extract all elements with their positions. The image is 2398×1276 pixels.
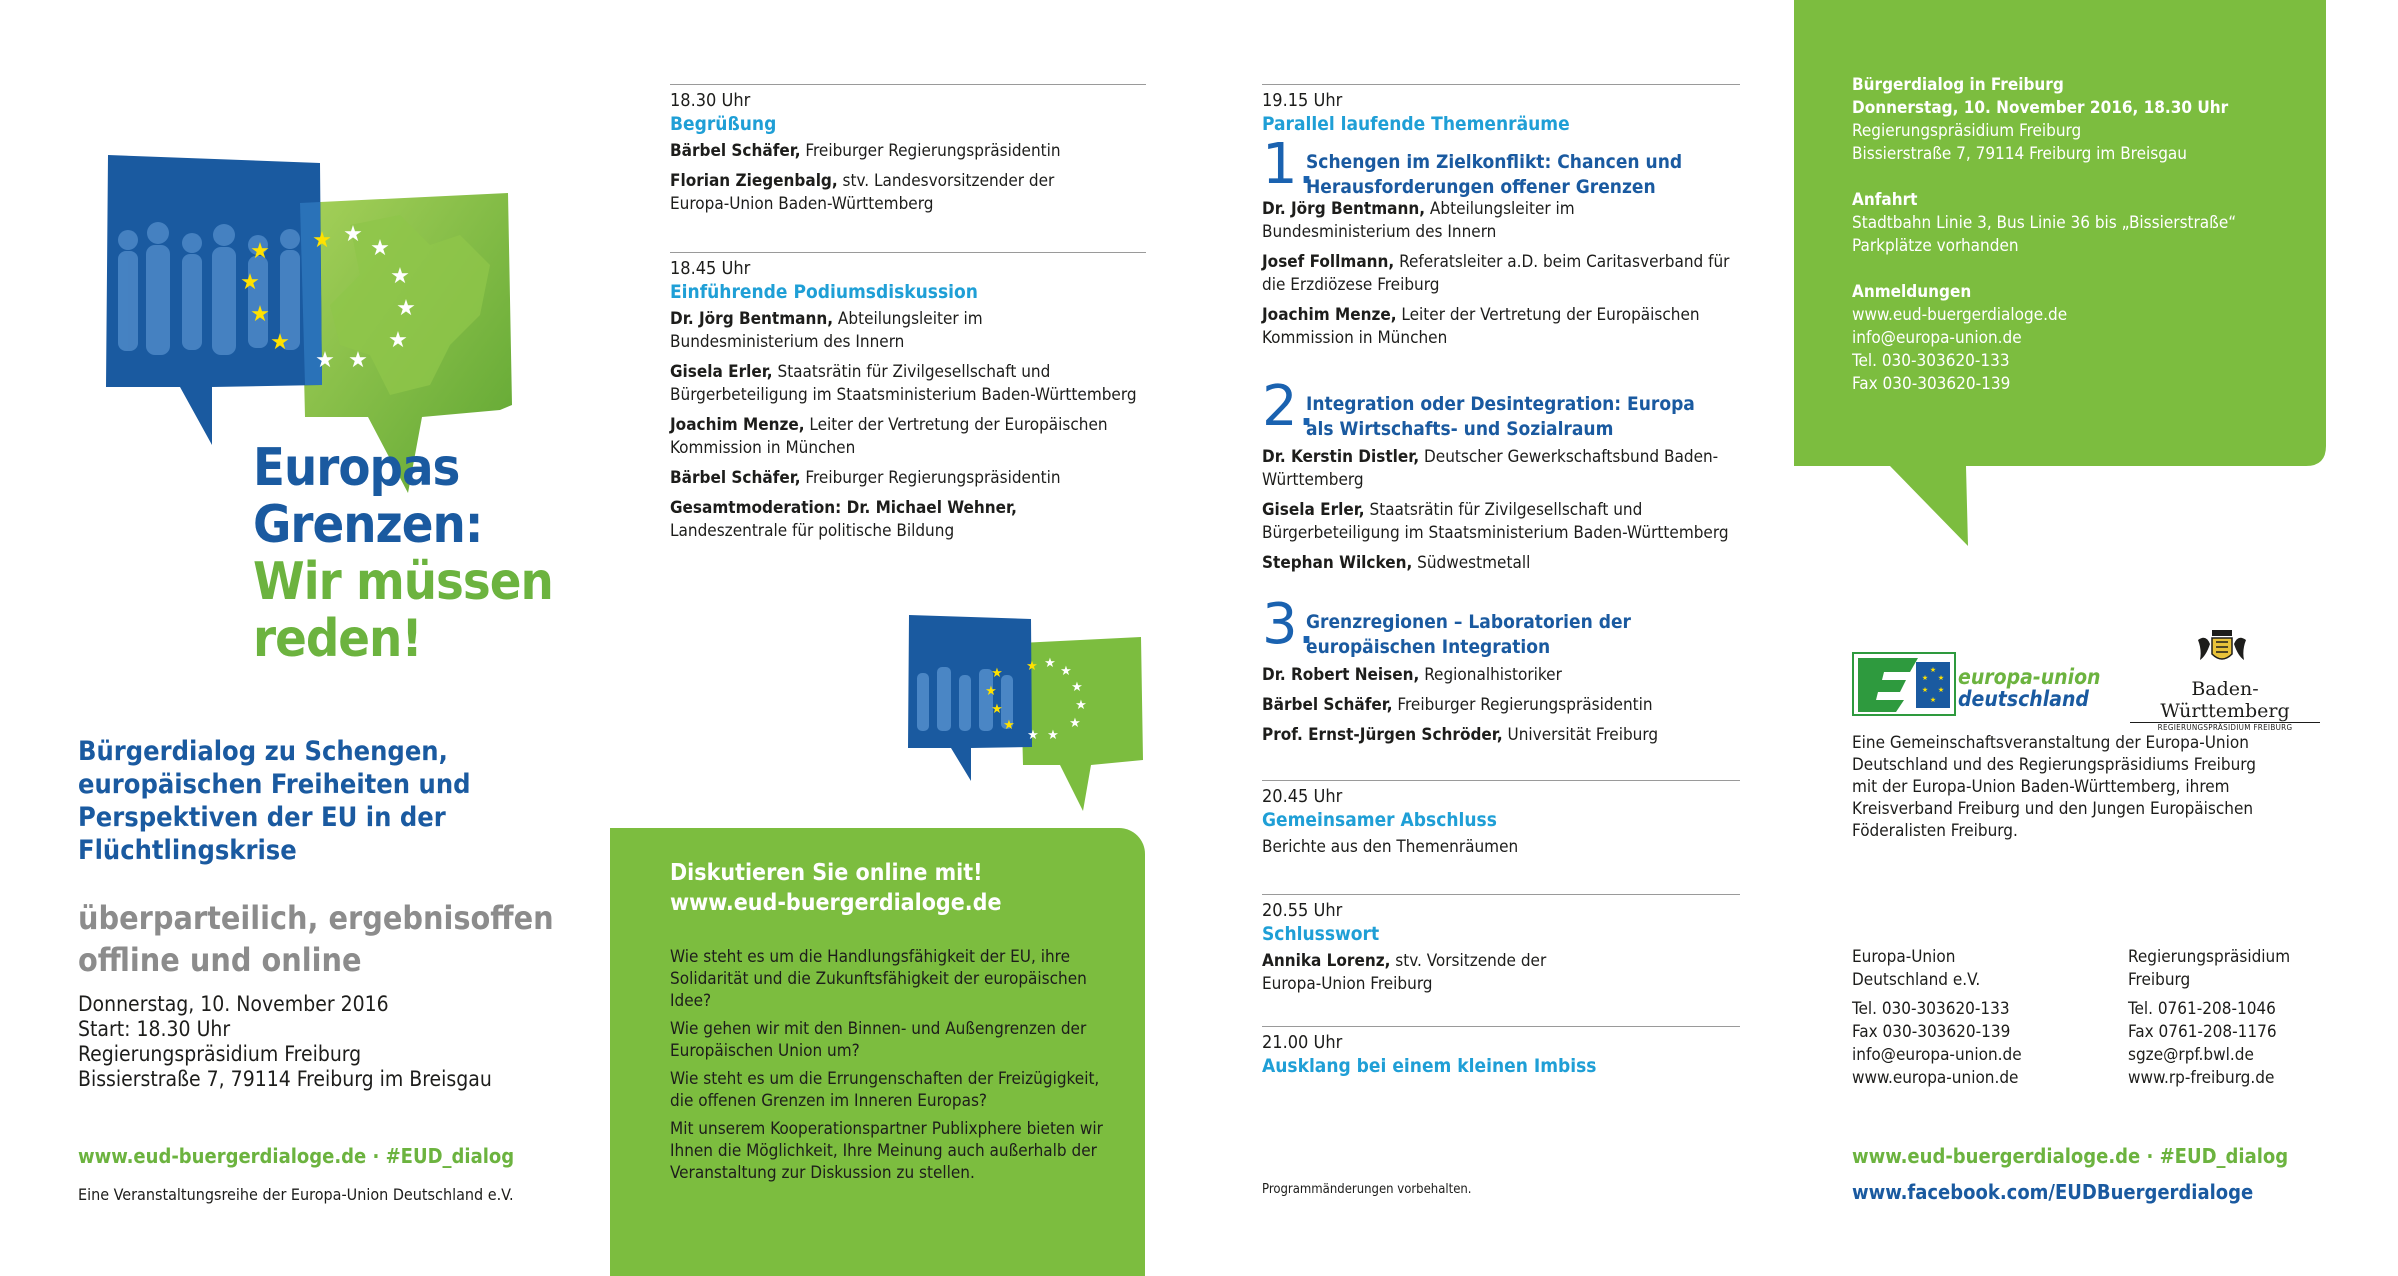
block-title: Ausklang bei einem kleinen Imbiss xyxy=(1262,1055,1597,1077)
svg-text:★: ★ xyxy=(1929,666,1937,674)
anmeldung-label: Anmeldungen xyxy=(1852,282,1972,302)
info-box xyxy=(1852,74,2302,396)
title-line-1: Europas xyxy=(253,438,460,498)
subtitle-line: Bürgerdialog zu Schengen, xyxy=(78,736,448,767)
program-block-3 xyxy=(1262,84,1740,136)
series-note: Eine Veranstaltungsreihe der Europa-Union Deutschland e.V. xyxy=(78,1185,514,1204)
speaker: Dr. Kerstin Distler, Deutscher Gewerkschaftsbund Baden-Württemberg xyxy=(1262,447,1719,490)
bw-logo-text xyxy=(2130,678,2320,732)
theme-2 xyxy=(1262,374,1740,582)
block-title: Einführende Podiumsdiskussion xyxy=(670,281,978,303)
contact-fax: Fax 030-303620-139 xyxy=(1852,1022,2011,1042)
contact-web[interactable]: www.europa-union.de xyxy=(1852,1068,2019,1088)
disclaimer: Programmänderungen vorbehalten. xyxy=(1262,1182,1472,1197)
theme-number: 2. xyxy=(1262,374,1316,439)
speaker: Dr. Jörg Bentmann, Abteilungsleiter im Bundesministerium des Innern xyxy=(670,309,983,352)
facebook-link[interactable]: www.facebook.com/EUDBuergerdialoge xyxy=(1852,1180,2254,1204)
about-line: Kreisverband Freiburg und den Jungen Europäischen xyxy=(1852,799,2254,819)
block-title: Gemeinsamer Abschluss xyxy=(1262,809,1497,831)
question: Wie steht es um die Handlungsfähigkeit der EU, ihre Solidarität und die Zukunftsfähigkeit der europäischen Idee? xyxy=(670,947,1087,1011)
eud-logo-line-2: deutschland xyxy=(1958,687,2089,711)
svg-text:★: ★ xyxy=(985,684,997,699)
subtitle-line: europäischen Freiheiten und xyxy=(78,769,471,800)
contact-fax: Fax 0761-208-1176 xyxy=(2128,1022,2277,1042)
event-date: Donnerstag, 10. November 2016 xyxy=(78,992,389,1016)
contact-org: Deutschland e.V. xyxy=(1852,970,1981,990)
online-heading xyxy=(670,858,1002,918)
partner-note: Mit unserem Kooperationspartner Publixphere bieten wir Ihnen die Möglichkeit, Ihre Meinung auch außerhalb der Veranstaltung zur Diskussion zu stellen. xyxy=(670,1119,1103,1183)
block-text: Berichte aus den Themenräumen xyxy=(1262,837,1519,857)
theme-title: Schengen im Zielkonflikt: Chancen und Herausforderungen offener Grenzen xyxy=(1306,151,1683,198)
speaker: Stephan Wilcken, Südwestmetall xyxy=(1262,553,1531,573)
question: Wie steht es um die Errungenschaften der Freizügigkeit, die offenen Grenzen im Inneren Europas? xyxy=(670,1069,1100,1111)
title-line-4: reden! xyxy=(253,609,422,669)
svg-text:★: ★ xyxy=(1069,716,1081,731)
svg-text:★: ★ xyxy=(396,296,416,321)
about-line: Föderalisten Freiburg. xyxy=(1852,821,2018,841)
about-line: Deutschland und des Regierungspräsidiums Freiburg xyxy=(1852,755,2256,775)
svg-text:★: ★ xyxy=(250,302,270,327)
speaker: Annika Lorenz, stv. Vorsitzende der Europa-Union Freiburg xyxy=(1262,951,1547,994)
svg-text:★: ★ xyxy=(1026,659,1038,674)
speaker: Gisela Erler, Staatsrätin für Zivilgesellschaft und Bürgerbeteiligung im Staatsministerium Baden-Württemberg xyxy=(1262,500,1729,543)
svg-text:★: ★ xyxy=(991,702,1003,717)
about-text xyxy=(1852,732,2322,842)
speaker: Bärbel Schäfer, Freiburger Regierungspräsidentin xyxy=(1262,695,1653,715)
subtitle xyxy=(78,735,471,867)
subtitle-line: Flüchtlingskrise xyxy=(78,835,297,866)
svg-text:★: ★ xyxy=(388,328,408,353)
online-heading-1: Diskutieren Sie online mit! xyxy=(670,860,983,886)
theme-1 xyxy=(1262,132,1740,357)
anmeldung-fax: Fax 030-303620-139 xyxy=(1852,374,2011,394)
tagline-line: offline und online xyxy=(78,941,362,979)
block-title: Parallel laufende Themenräume xyxy=(1262,113,1570,135)
online-questions xyxy=(670,946,1110,1184)
program-block-1 xyxy=(670,84,1146,223)
small-speech-bubbles-logo xyxy=(905,615,1145,815)
contact-phone: Tel. 0761-208-1046 xyxy=(2128,999,2276,1019)
theme-title: Grenzregionen – Laboratorien der europäischen Integration xyxy=(1306,611,1631,658)
svg-text:★: ★ xyxy=(270,330,290,355)
svg-text:★: ★ xyxy=(1044,656,1056,671)
contact-rp xyxy=(2128,946,2290,1090)
theme-number: 1. xyxy=(1262,132,1316,197)
contact-eud xyxy=(1852,946,2022,1090)
svg-text:★: ★ xyxy=(1937,674,1945,682)
program-block-2 xyxy=(670,252,1146,550)
speaker: Bärbel Schäfer, Freiburger Regierungspräsidentin xyxy=(670,141,1061,161)
online-discussion-box xyxy=(610,828,1145,1276)
block-time: 18.30 Uhr xyxy=(670,90,751,111)
eud-logo-line-1: europa-union xyxy=(1958,665,2101,689)
svg-text:★: ★ xyxy=(240,270,260,295)
speaker: Joachim Menze, Leiter der Vertretung der Europäischen Kommission in München xyxy=(1262,305,1700,348)
svg-text:★: ★ xyxy=(1027,728,1039,743)
speaker: Joachim Menze, Leiter der Vertretung der Europäischen Kommission in München xyxy=(670,415,1108,458)
speaker: Dr. Robert Neisen, Regionalhistoriker xyxy=(1262,665,1562,685)
info-date: Donnerstag, 10. November 2016, 18.30 Uhr xyxy=(1852,98,2229,118)
event-start: Start: 18.30 Uhr xyxy=(78,1017,231,1041)
svg-text:★: ★ xyxy=(1929,696,1937,704)
bw-logo-line-2: REGIERUNGSPRÄSIDIUM FREIBURG xyxy=(2130,722,2320,732)
block-time: 19.15 Uhr xyxy=(1262,90,1343,111)
event-venue: Regierungspräsidium Freiburg xyxy=(78,1042,362,1066)
anmeldung-phone: Tel. 030-303620-133 xyxy=(1852,351,2010,371)
anfahrt-label: Anfahrt xyxy=(1852,190,1918,210)
bw-coat-of-arms-icon xyxy=(2196,626,2248,668)
svg-text:★: ★ xyxy=(991,666,1003,681)
main-title xyxy=(253,440,553,668)
title-line-2: Grenzen: xyxy=(253,495,483,555)
tagline xyxy=(78,897,554,981)
block-time: 21.00 Uhr xyxy=(1262,1032,1343,1053)
svg-text:★: ★ xyxy=(1003,718,1015,733)
bw-logo-line-1: Baden-Württemberg xyxy=(2160,678,2290,722)
svg-text:★: ★ xyxy=(370,236,390,261)
svg-text:★: ★ xyxy=(315,348,335,373)
info-heading: Bürgerdialog in Freiburg xyxy=(1852,75,2064,95)
block-time: 18.45 Uhr xyxy=(670,258,751,279)
closing-block-1 xyxy=(1262,780,1740,866)
speaker: Florian Ziegenbalg, stv. Landesvorsitzender der Europa-Union Baden-Württemberg xyxy=(670,171,1055,214)
theme-3 xyxy=(1262,592,1740,754)
anmeldung-url[interactable]: www.eud-buergerdialoge.de xyxy=(1852,305,2068,325)
speaker: Josef Follmann, Referatsleiter a.D. beim Caritasverband für die Erzdiözese Freiburg xyxy=(1262,252,1730,295)
contact-web[interactable]: www.rp-freiburg.de xyxy=(2128,1068,2275,1088)
speaker: Prof. Ernst-Jürgen Schröder, Universität Freiburg xyxy=(1262,725,1659,745)
svg-text:★: ★ xyxy=(1047,728,1059,743)
svg-text:★: ★ xyxy=(250,239,270,264)
closing-block-3 xyxy=(1262,1026,1740,1078)
svg-text:★: ★ xyxy=(1921,674,1929,682)
svg-text:★: ★ xyxy=(1071,680,1083,695)
contact-phone: Tel. 030-303620-133 xyxy=(1852,999,2010,1019)
eud-logo-mark xyxy=(1854,654,1954,714)
svg-text:★: ★ xyxy=(312,228,332,253)
contact-org: Europa-Union xyxy=(1852,947,1956,967)
speaker: Gesamtmoderation: Dr. Michael Wehner, Landeszentrale für politische Bildung xyxy=(670,498,1017,541)
question: Wie gehen wir mit den Binnen- und Außengrenzen der Europäischen Union um? xyxy=(670,1019,1087,1061)
speaker: Bärbel Schäfer, Freiburger Regierungspräsidentin xyxy=(670,468,1061,488)
left-web-link[interactable]: www.eud-buergerdialoge.de · #EUD_dialog xyxy=(78,1144,515,1168)
subtitle-line: Perspektiven der EU in der xyxy=(78,802,446,833)
eud-logo xyxy=(1852,652,1956,716)
svg-text:★: ★ xyxy=(1921,686,1929,694)
speaker: Gisela Erler, Staatsrätin für Zivilgesellschaft und Bürgerbeteiligung im Staatsministerium Baden-Württemberg xyxy=(670,362,1137,405)
block-time: 20.55 Uhr xyxy=(1262,900,1343,921)
closing-block-2 xyxy=(1262,894,1740,1003)
about-line: mit der Europa-Union Baden-Württemberg, ihrem xyxy=(1852,777,2230,797)
contact-org: Regierungspräsidium xyxy=(2128,947,2291,967)
svg-text:★: ★ xyxy=(390,264,410,289)
theme-title: Integration oder Desintegration: Europa als Wirtschafts- und Sozialraum xyxy=(1306,393,1695,440)
svg-text:★: ★ xyxy=(1060,664,1072,679)
anfahrt-line: Stadtbahn Linie 3, Bus Linie 36 bis „Bissierstraße“ xyxy=(1852,213,2237,233)
block-title: Schlusswort xyxy=(1262,923,1380,945)
event-details xyxy=(78,992,492,1092)
event-address: Bissierstraße 7, 79114 Freiburg im Breisgau xyxy=(78,1067,492,1091)
svg-text:★: ★ xyxy=(1937,686,1945,694)
online-url[interactable]: www.eud-buergerdialoge.de xyxy=(670,890,1002,916)
block-time: 20.45 Uhr xyxy=(1262,786,1343,807)
speaker: Dr. Jörg Bentmann, Abteilungsleiter im Bundesministerium des Innern xyxy=(1262,199,1575,242)
theme-number: 3. xyxy=(1262,592,1316,657)
title-line-3: Wir müssen xyxy=(253,552,553,612)
eud-logo-text xyxy=(1958,666,2101,710)
contact-email[interactable]: info@europa-union.de xyxy=(1852,1045,2022,1065)
about-line: Eine Gemeinschaftsveranstaltung der Europa-Union xyxy=(1852,733,2249,753)
anmeldung-email[interactable]: info@europa-union.de xyxy=(1852,328,2022,348)
svg-text:★: ★ xyxy=(343,222,363,247)
contact-org: Freiburg xyxy=(2128,970,2191,990)
block-title: Begrüßung xyxy=(670,113,777,135)
info-address: Bissierstraße 7, 79114 Freiburg im Breisgau xyxy=(1852,144,2188,164)
tagline-line: überparteilich, ergebnisoffen xyxy=(78,899,554,937)
right-web-link[interactable]: www.eud-buergerdialoge.de · #EUD_dialog xyxy=(1852,1144,2289,1168)
svg-text:★: ★ xyxy=(1075,698,1087,713)
contact-email[interactable]: sgze@rpf.bwl.de xyxy=(2128,1045,2254,1065)
svg-text:★: ★ xyxy=(348,348,368,373)
anfahrt-line: Parkplätze vorhanden xyxy=(1852,236,2019,256)
info-venue: Regierungspräsidium Freiburg xyxy=(1852,121,2082,141)
